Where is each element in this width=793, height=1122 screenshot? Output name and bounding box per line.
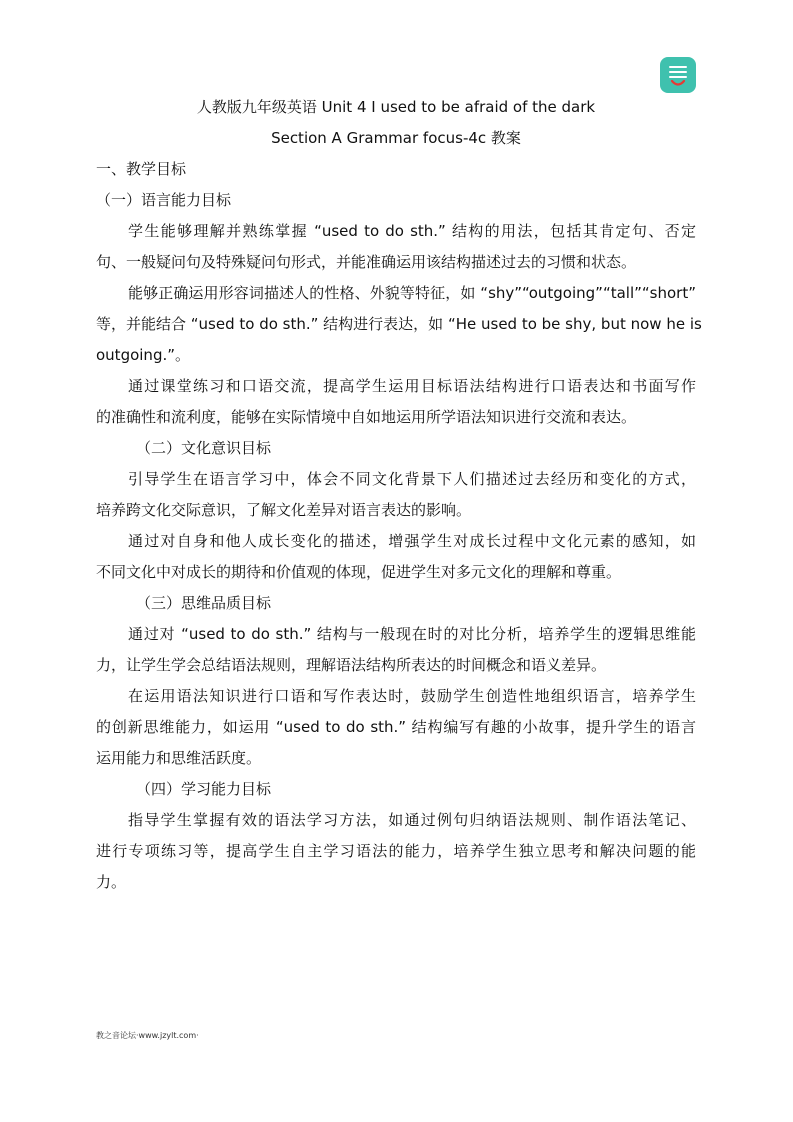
paragraph-line: 句、一般疑问句及特殊疑问句形式，并能准确运用该结构描述过去的习惯和状态。 bbox=[96, 253, 637, 271]
paragraph-line: 指导学生掌握有效的语法学习方法，如通过例句归纳语法规则、制作语法笔记、 bbox=[128, 811, 696, 829]
site-logo-icon bbox=[660, 57, 696, 93]
paragraph-line: 在运用语法知识进行口语和写作表达时，鼓励学生创造性地组织语言，培养学生 bbox=[128, 687, 696, 705]
section-heading-objectives: 一、教学目标 bbox=[96, 160, 187, 178]
paragraph-line: 运用能力和思维活跃度。 bbox=[96, 749, 262, 767]
subheading-cultural-awareness: （二）文化意识目标 bbox=[136, 439, 272, 457]
paragraph-line: 的创新思维能力，如运用 “used to do sth.” 结构编写有趣的小故事，提升学生的语言 bbox=[96, 718, 696, 736]
paragraph-line: 能够正确运用形容词描述人的性格、外貌等特征，如 “shy”“outgoing”“tall”“short” bbox=[128, 284, 696, 302]
paragraph-line: 通过课堂练习和口语交流，提高学生运用目标语法结构进行口语表达和书面写作 bbox=[128, 377, 696, 395]
paragraph-line: 的准确性和流利度，能够在实际情境中自如地运用所学语法知识进行交流和表达。 bbox=[96, 408, 637, 426]
paragraph-line: 进行专项练习等，提高学生自主学习语法的能力，培养学生独立思考和解决问题的能 bbox=[96, 842, 696, 860]
paragraph-line: outgoing.”。 bbox=[96, 346, 190, 364]
paragraph-line: 通过对自身和他人成长变化的描述，增强学生对成长过程中文化元素的感知，如 bbox=[128, 532, 696, 550]
document-subtitle: Section A Grammar focus-4c 教案 bbox=[271, 129, 521, 147]
subheading-learning-ability: （四）学习能力目标 bbox=[136, 780, 272, 798]
paragraph-line: 引导学生在语言学习中，体会不同文化背景下人们描述过去经历和变化的方式， bbox=[128, 470, 696, 488]
paragraph-line: 通过对 “used to do sth.” 结构与一般现在时的对比分析，培养学生的逻辑思维能 bbox=[128, 625, 696, 643]
document-title: 人教版九年级英语 Unit 4 I used to be afraid of the dark bbox=[196, 98, 596, 116]
document-body bbox=[96, 92, 702, 898]
page-footer: 教之音论坛·www.jzylt.com· bbox=[96, 1031, 199, 1040]
paragraph-line: 力，让学生学会总结语法规则，理解语法结构所表达的时间概念和语义差异。 bbox=[96, 656, 607, 674]
paragraph-line: 等，并能结合 “used to do sth.” 结构进行表达，如 “He used to be shy, but now he is bbox=[96, 315, 702, 333]
paragraph-line: 培养跨文化交际意识，了解文化差异对语言表达的影响。 bbox=[96, 501, 472, 519]
paragraph-line: 学生能够理解并熟练掌握 “used to do sth.” 结构的用法，包括其肯定句、否定 bbox=[128, 222, 696, 240]
subheading-language-ability: （一）语言能力目标 bbox=[96, 191, 232, 209]
paragraph-line: 力。 bbox=[96, 873, 127, 891]
subheading-thinking-quality: （三）思维品质目标 bbox=[136, 594, 272, 612]
paragraph-line: 不同文化中对成长的期待和价值观的体现，促进学生对多元文化的理解和尊重。 bbox=[96, 563, 622, 581]
